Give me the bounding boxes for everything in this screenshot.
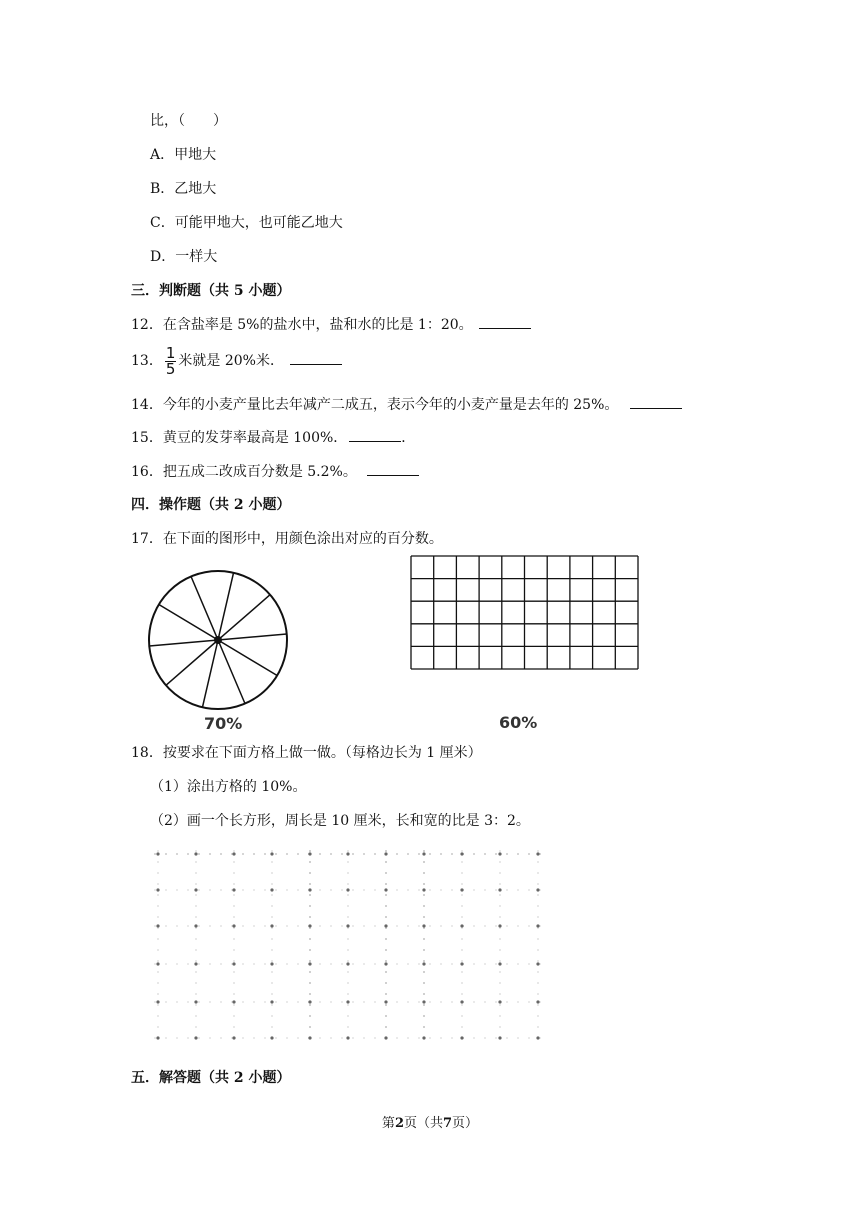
dot-grid-point xyxy=(384,924,387,927)
dot-grid-point xyxy=(498,852,501,855)
dot-grid-point xyxy=(384,888,387,891)
dot-grid-point xyxy=(422,924,425,927)
q14-text: 14．今年的小麦产量比去年减产二成五，表示今年的小麦产量是去年的 25%。 xyxy=(131,397,619,413)
dot-grid-point xyxy=(498,888,501,891)
dot-grid-point xyxy=(498,1036,501,1039)
q18-dot-grid-marks xyxy=(154,850,544,1042)
q16-text: 16．把五成二改成百分数是 5.2%。 xyxy=(131,464,357,480)
circle-sector-line xyxy=(218,634,287,640)
dot-grid-point xyxy=(270,1000,273,1003)
dot-grid-point xyxy=(232,1000,235,1003)
dot-grid-point xyxy=(384,962,387,965)
q17-grid-label: 60% xyxy=(499,713,538,732)
q15-tail: ． xyxy=(401,430,416,446)
dot-grid-point xyxy=(536,1036,539,1039)
circle-sector-line xyxy=(218,595,270,640)
circle-sector-line xyxy=(218,640,245,704)
footer-total-pages: 7 xyxy=(443,1116,453,1131)
q17-circle-center-dot xyxy=(214,636,222,644)
q12 xyxy=(131,316,531,334)
dot-grid-point xyxy=(460,1036,463,1039)
dot-grid-point xyxy=(308,1000,311,1003)
q11-option-a: A．甲地大 xyxy=(150,147,217,163)
dot-grid-point xyxy=(460,924,463,927)
q18-part1: （1）涂出方格的 10%。 xyxy=(150,779,307,795)
q18-text: 18．按要求在下面方格上做一做。（每格边长为 1 厘米） xyxy=(131,745,482,761)
dot-grid-point xyxy=(308,924,311,927)
q15-text: 15．黄豆的发芽率最高是 100%． xyxy=(131,430,348,446)
q11-option-b: B．乙地大 xyxy=(150,181,217,197)
section-5-title: 五．解答题（共 2 小题） xyxy=(131,1070,291,1086)
dot-grid-point xyxy=(346,1000,349,1003)
dot-grid-point xyxy=(194,924,197,927)
dot-grid-point xyxy=(422,1000,425,1003)
dot-grid-point xyxy=(232,924,235,927)
dot-grid-point xyxy=(156,1000,159,1003)
circle-sector-line xyxy=(218,573,234,640)
circle-sector-line xyxy=(218,640,277,676)
dot-grid-point xyxy=(536,962,539,965)
q14 xyxy=(131,396,682,414)
dot-grid-point xyxy=(232,1036,235,1039)
dot-grid-point xyxy=(194,962,197,965)
dot-grid-point xyxy=(536,1000,539,1003)
q18-part2: （2）画一个长方形，周长是 10 厘米，长和宽的比是 3：2。 xyxy=(150,813,530,829)
q12-text: 12．在含盐率是 5%的盐水中，盐和水的比是 1：20。 xyxy=(131,317,473,333)
q17-circle-label: 70% xyxy=(204,714,243,733)
q17-text: 17．在下面的图形中，用颜色涂出对应的百分数。 xyxy=(131,531,443,547)
dot-grid-point xyxy=(194,888,197,891)
dot-grid-point xyxy=(384,1036,387,1039)
q11-option-d: D．一样大 xyxy=(150,249,218,265)
dot-grid-point xyxy=(156,888,159,891)
dot-grid-point xyxy=(308,888,311,891)
dot-grid-point xyxy=(270,962,273,965)
dot-grid-point xyxy=(270,924,273,927)
dot-grid-point xyxy=(346,1036,349,1039)
dot-grid-point xyxy=(422,962,425,965)
dot-grid-point xyxy=(156,962,159,965)
q13-fraction xyxy=(165,343,177,378)
dot-grid-point xyxy=(308,1036,311,1039)
dot-grid-point xyxy=(270,888,273,891)
q13-number: 13． xyxy=(131,353,163,369)
dot-grid-point xyxy=(232,962,235,965)
q11-stem-tail: 比，（ ） xyxy=(150,113,227,129)
circle-sector-line xyxy=(149,640,218,646)
dot-grid-point xyxy=(536,924,539,927)
dot-grid-point xyxy=(346,962,349,965)
q13 xyxy=(131,344,342,378)
circle-sector-line xyxy=(159,604,218,640)
dot-grid-point xyxy=(498,962,501,965)
dot-grid-point xyxy=(384,852,387,855)
q18-dot-grid[interactable] xyxy=(150,846,550,1046)
dot-grid-point xyxy=(460,1000,463,1003)
dot-grid-point xyxy=(308,852,311,855)
q17-grid-figure[interactable] xyxy=(409,554,641,674)
dot-grid-point xyxy=(422,888,425,891)
footer-suffix: 页） xyxy=(452,1116,479,1131)
dot-grid-point xyxy=(270,1036,273,1039)
dot-grid-point xyxy=(384,1000,387,1003)
dot-grid-point xyxy=(194,1036,197,1039)
footer-page-number: 2 xyxy=(394,1116,404,1131)
q15 xyxy=(131,429,415,447)
dot-grid-point xyxy=(460,962,463,965)
dot-grid-point xyxy=(498,1000,501,1003)
dot-grid-point xyxy=(346,852,349,855)
q17-grid-lines xyxy=(411,556,638,669)
dot-grid-point xyxy=(460,888,463,891)
dot-grid-point xyxy=(422,852,425,855)
page-footer xyxy=(0,1112,860,1131)
circle-sector-line xyxy=(166,640,218,685)
dot-grid-point xyxy=(422,1036,425,1039)
q14-answer-blank[interactable] xyxy=(630,396,682,409)
dot-grid-point xyxy=(346,888,349,891)
circle-sector-line xyxy=(191,576,218,640)
dot-grid-point xyxy=(194,852,197,855)
dot-grid-point xyxy=(536,852,539,855)
dot-grid-point xyxy=(346,924,349,927)
q11-option-c: C．可能甲地大，也可能乙地大 xyxy=(150,215,343,231)
dot-grid-point xyxy=(156,924,159,927)
footer-prefix: 第 xyxy=(381,1116,395,1131)
circle-sector-line xyxy=(202,640,218,707)
dot-grid-point xyxy=(460,852,463,855)
dot-grid-point xyxy=(156,852,159,855)
dot-grid-point xyxy=(308,962,311,965)
dot-grid-point xyxy=(536,888,539,891)
dot-grid-point xyxy=(194,1000,197,1003)
dot-grid-point xyxy=(498,924,501,927)
footer-mid: 页（共 xyxy=(403,1116,443,1131)
section-4-title: 四．操作题（共 2 小题） xyxy=(131,497,291,513)
q13-answer-blank[interactable] xyxy=(290,352,342,365)
dot-grid-point xyxy=(270,852,273,855)
dot-grid-point xyxy=(232,888,235,891)
dot-grid-point xyxy=(232,852,235,855)
section-3-title: 三．判断题（共 5 小题） xyxy=(131,283,291,299)
q13-text: 米就是 20%米． xyxy=(178,353,284,369)
q17-circle-figure[interactable] xyxy=(143,566,293,716)
dot-grid-point xyxy=(156,1036,159,1039)
q13-fraction-numerator: 1 xyxy=(165,343,176,362)
q16 xyxy=(131,463,419,481)
q15-answer-blank[interactable] xyxy=(349,429,401,442)
q12-answer-blank[interactable] xyxy=(479,316,531,329)
q13-fraction-denominator: 5 xyxy=(165,359,176,378)
q16-answer-blank[interactable] xyxy=(367,463,419,476)
